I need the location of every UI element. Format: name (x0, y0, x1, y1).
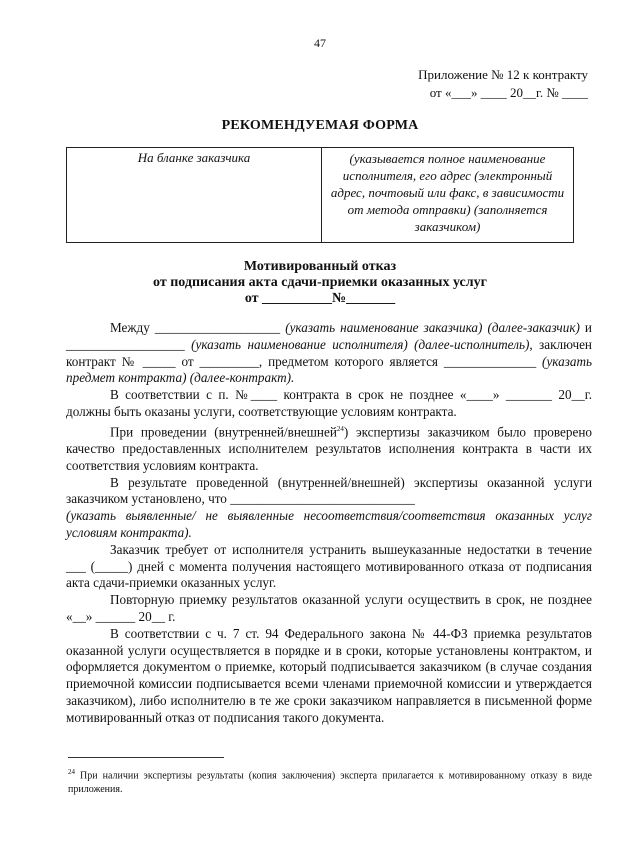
appendix-line-1: Приложение № 12 к контракту (418, 67, 588, 82)
footnote-marker: 24 (336, 424, 344, 433)
footnote-divider (68, 757, 224, 758)
header-box-left: На бланке заказчика (67, 148, 322, 242)
p1-text-e: , заключен контракт № _____ от _________, предметом которого является ______________ (66, 336, 592, 369)
footnote (68, 765, 592, 797)
p1-text-a: Между ___________________ (110, 320, 286, 335)
document-title-line-2: от подписания акта сдачи-приемки оказанных услуг (153, 275, 487, 290)
paragraph-6: Повторную приемку результатов оказанной услуги осуществить в срок, не позднее «__» ______ 20__ г. (66, 592, 592, 624)
document-title (0, 259, 640, 307)
page-number: 47 (314, 36, 326, 50)
document-title-line-1: Мотивированный отказ (243, 259, 397, 274)
paragraph-3 (66, 421, 592, 475)
paragraph-1 (66, 320, 592, 387)
paragraph-7: В соответствии с ч. 7 ст. 94 Федерального закона № 44-ФЗ приемка результатов оказанной услуги осуществляется в порядке и в сроки, которые установлены контрактом, и оформляется документом о приемке, который подписывается заказчиком (в случае создания приемочной комиссии подписывается всеми членами приемочной комиссии и утверждается заказчиком), либо исполнителю в те же сроки заказчиком направляется в письменной форме мотивированный отказ от подписания такого документа. (66, 625, 592, 725)
form-title: РЕКОМЕНДУЕМАЯ ФОРМА (221, 118, 419, 133)
p1-text-c: и __________________ (66, 320, 592, 352)
paragraph-4 (66, 475, 592, 509)
document-title-line-3: от __________№_______ (244, 291, 396, 306)
p1-italic-customer: (указать наименование заказчика) (далее-заказчик) (285, 320, 580, 335)
header-box-right: (указывается полное наименование исполнителя, его адрес (электронный адрес, почтовый или факс, в зависимости от метода отправки) (заполняется заказчиком) (330, 151, 565, 234)
document-body (66, 320, 592, 727)
footnote-number: 24 (68, 768, 75, 776)
p1-italic-contractor: (указать наименование исполнителя) (далее-исполнитель) (191, 336, 530, 352)
footnote-text: При наличии экспертизы результаты (копия заключения) эксперта прилагается к мотивированному отказу в виде приложения. (68, 770, 592, 796)
paragraph-4-italic: (указать выявленные/ не выявленные несоответствия/соответствия оказанных услуг условиям контракта). (66, 508, 592, 540)
appendix-reference (418, 66, 588, 102)
appendix-line-2: от «___» ____ 20__г. № ____ (429, 85, 588, 100)
paragraph-2: В соответствии с п. №____ контракта в срок не позднее «____» _______ 20__г. должны быть оказаны услуги, соответствующие условиям контракта. (66, 387, 592, 419)
p3-text-a: При проведении (внутренней/внешней (110, 424, 337, 440)
paragraph-5: Заказчик требует от исполнителя устранить вышеуказанные недостатки в течение ___ (_____) дней с момента получения настоящего мотивированного отказа от подписания акта сдачи-приемки оказанных услуг. (66, 541, 592, 591)
p1-italic-subject: (указать предмет контракта) (далее-контракт). (66, 353, 592, 386)
header-box (66, 147, 574, 243)
p3-text-b: ) экспертизы заказчиком было проверено качество предоставленных исполнителем результатов исполнения контракта в части их соответствия условиям контракта. (66, 424, 592, 473)
p4-text-a: В результате проведенной (внутренней/внешней) экспертизы оказанной услуги заказчиком установлено, что ____________________________ (66, 474, 592, 507)
